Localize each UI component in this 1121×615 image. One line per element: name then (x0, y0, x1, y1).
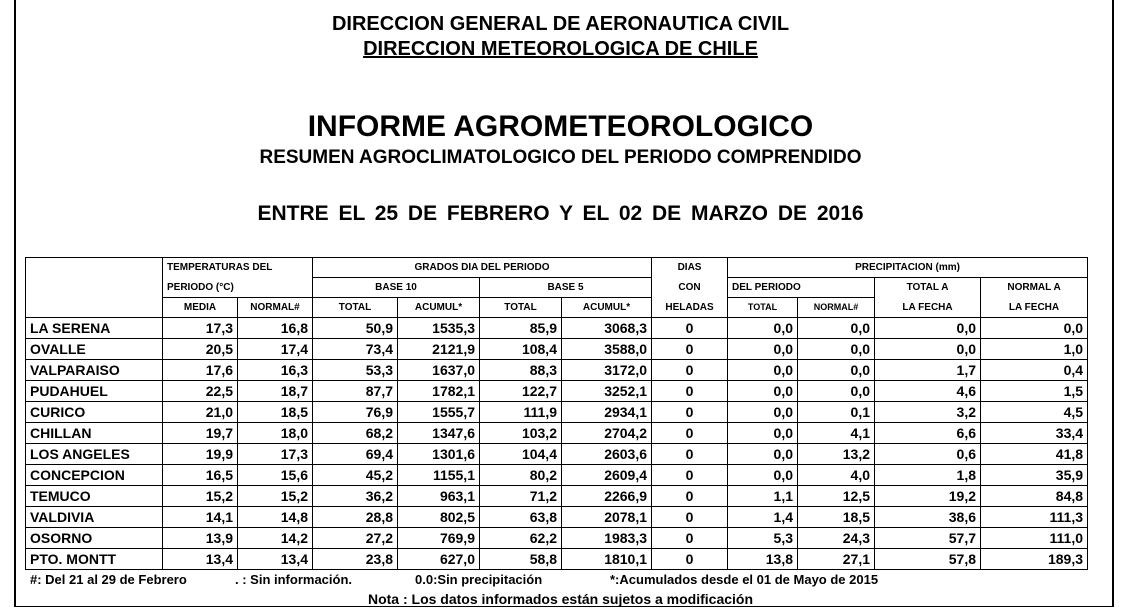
base5-total-cell: 104,4 (480, 444, 562, 465)
precip-normal-cell: 13,2 (798, 444, 875, 465)
normal-a-fecha-cell: 35,9 (981, 465, 1088, 486)
table-row (26, 423, 1088, 444)
table-row (26, 360, 1088, 381)
heladas-cell: 0 (652, 381, 728, 402)
header-row-1 (26, 258, 1088, 278)
precip-total-cell: 13,8 (728, 549, 798, 570)
precip-normal-cell: 4,1 (798, 423, 875, 444)
temp-media-cell: 20,5 (163, 339, 238, 360)
base10-total-cell: 76,9 (313, 402, 398, 423)
base10-total-cell: 69,4 (313, 444, 398, 465)
base10-acumul-cell: 802,5 (398, 507, 480, 528)
base5-acumul-cell: 2609,4 (562, 465, 652, 486)
total-a-fecha-cell: 0,6 (875, 444, 981, 465)
normal-a-header-2: LA FECHA (981, 298, 1088, 318)
total-a-header-1: TOTAL A (875, 278, 981, 298)
heladas-cell: 0 (652, 318, 728, 339)
temp-media-cell: 17,3 (163, 318, 238, 339)
station-cell: PUDAHUEL (26, 381, 163, 402)
base5-header: BASE 5 (480, 278, 652, 298)
total-a-fecha-cell: 1,7 (875, 360, 981, 381)
precip-normal-cell: 4,0 (798, 465, 875, 486)
total-a-fecha-cell: 0,0 (875, 318, 981, 339)
heladas-cell: 0 (652, 465, 728, 486)
base10-acumul-cell: 769,9 (398, 528, 480, 549)
temp-normal-cell: 14,2 (238, 528, 313, 549)
base5-total-cell: 103,2 (480, 423, 562, 444)
dias-header-1: DIAS (652, 258, 728, 278)
total-a-fecha-cell: 6,6 (875, 423, 981, 444)
heladas-cell: 0 (652, 549, 728, 570)
table-row (26, 318, 1088, 339)
dias-header-3: HELADAS (652, 298, 728, 318)
temp-normal-cell: 18,0 (238, 423, 313, 444)
base5-acumul-cell: 2266,9 (562, 486, 652, 507)
table-row (26, 444, 1088, 465)
base10-acumul-cell: 1555,7 (398, 402, 480, 423)
station-cell: VALDIVIA (26, 507, 163, 528)
temp-media-cell: 16,5 (163, 465, 238, 486)
precip-total-cell: 0,0 (728, 339, 798, 360)
temp-normal-cell: 16,3 (238, 360, 313, 381)
normal-a-fecha-cell: 0,4 (981, 360, 1088, 381)
base5-total-cell: 111,9 (480, 402, 562, 423)
precip-normal-cell: 24,3 (798, 528, 875, 549)
base5-acumul-cell: 3588,0 (562, 339, 652, 360)
precip-normal-cell: 0,1 (798, 402, 875, 423)
temp-normal-cell: 18,5 (238, 402, 313, 423)
normal-a-fecha-cell: 33,4 (981, 423, 1088, 444)
normal-a-fecha-cell: 189,3 (981, 549, 1088, 570)
base5-total-cell: 80,2 (480, 465, 562, 486)
base10-acumul-cell: 1535,3 (398, 318, 480, 339)
temp-normal-cell: 15,2 (238, 486, 313, 507)
base5-acumul-cell: 2603,6 (562, 444, 652, 465)
normal-a-fecha-cell: 111,0 (981, 528, 1088, 549)
heladas-cell: 0 (652, 402, 728, 423)
table-row (26, 486, 1088, 507)
heladas-cell: 0 (652, 486, 728, 507)
table-row (26, 507, 1088, 528)
precip-total-cell: 5,3 (728, 528, 798, 549)
base10-total-cell: 53,3 (313, 360, 398, 381)
total-a-fecha-cell: 38,6 (875, 507, 981, 528)
normal-a-fecha-cell: 4,5 (981, 402, 1088, 423)
temp-media-cell: 21,0 (163, 402, 238, 423)
table-row (26, 381, 1088, 402)
base5-total-cell: 122,7 (480, 381, 562, 402)
heladas-cell: 0 (652, 507, 728, 528)
base5-total-cell: 63,8 (480, 507, 562, 528)
temp-header-1: TEMPERATURAS DEL (163, 258, 313, 278)
base10-total-cell: 73,4 (313, 339, 398, 360)
base5-acumul-cell: 3252,1 (562, 381, 652, 402)
base5-acumul-cell: 2078,1 (562, 507, 652, 528)
total-a-fecha-cell: 1,8 (875, 465, 981, 486)
agro-table (25, 257, 1088, 570)
temp-normal-cell: 18,7 (238, 381, 313, 402)
base10-total-cell: 36,2 (313, 486, 398, 507)
base5-total-cell: 88,3 (480, 360, 562, 381)
base10-acumul-cell: 627,0 (398, 549, 480, 570)
base5-acumul-cell: 3068,3 (562, 318, 652, 339)
station-cell: OSORNO (26, 528, 163, 549)
header-row-2 (26, 278, 1088, 298)
heladas-cell: 0 (652, 339, 728, 360)
precip-normal-cell: 0,0 (798, 339, 875, 360)
table-row (26, 528, 1088, 549)
temp-media-cell: 13,9 (163, 528, 238, 549)
total-a-fecha-cell: 3,2 (875, 402, 981, 423)
base10-acumul-cell: 2121,9 (398, 339, 480, 360)
base10-acumul-cell: 1301,6 (398, 444, 480, 465)
base5-total-cell: 62,2 (480, 528, 562, 549)
dias-header-2: CON (652, 278, 728, 298)
temp-media-cell: 17,6 (163, 360, 238, 381)
base10-total-cell: 68,2 (313, 423, 398, 444)
grados-header: GRADOS DIA DEL PERIODO (313, 258, 652, 278)
base5-total-header: TOTAL (480, 298, 562, 318)
total-a-fecha-cell: 57,7 (875, 528, 981, 549)
total-a-fecha-cell: 19,2 (875, 486, 981, 507)
precip-total-cell: 0,0 (728, 360, 798, 381)
temp-media-cell: 19,7 (163, 423, 238, 444)
footnote-no-info: . : Sin información. (235, 572, 353, 587)
report-title: INFORME AGROMETEOROLOGICO (307, 110, 814, 143)
station-cell: PTO. MONTT (26, 549, 163, 570)
temp-normal-cell: 15,6 (238, 465, 313, 486)
base10-total-cell: 45,2 (313, 465, 398, 486)
normal-a-header-1: NORMAL A (981, 278, 1088, 298)
base5-acumul-cell: 3172,0 (562, 360, 652, 381)
normal-a-fecha-cell: 84,8 (981, 486, 1088, 507)
station-cell: CHILLAN (26, 423, 163, 444)
base10-acumul-cell: 1637,0 (398, 360, 480, 381)
temp-media-cell: 22,5 (163, 381, 238, 402)
precip-normal-cell: 18,5 (798, 507, 875, 528)
temp-media-cell: 15,2 (163, 486, 238, 507)
table-body (26, 318, 1088, 570)
base10-acumul-cell: 1155,1 (398, 465, 480, 486)
precip-total-cell: 0,0 (728, 423, 798, 444)
precip-total-cell: 1,1 (728, 486, 798, 507)
temp-normal-cell: 17,4 (238, 339, 313, 360)
base5-acumul-cell: 2704,2 (562, 423, 652, 444)
station-cell: VALPARAISO (26, 360, 163, 381)
table-row (26, 465, 1088, 486)
precip-normal-header: NORMAL# (798, 298, 875, 318)
base10-total-cell: 28,8 (313, 507, 398, 528)
total-a-header-2: LA FECHA (875, 298, 981, 318)
base10-acumul-cell: 963,1 (398, 486, 480, 507)
nota: Nota : Los datos informados están sujetos a modificación (367, 591, 754, 607)
footnote-accum: *:Acumulados desde el 01 de Mayo de 2015 (610, 572, 879, 587)
temp-normal-cell: 13,4 (238, 549, 313, 570)
base10-header: BASE 10 (313, 278, 480, 298)
precip-total-cell: 0,0 (728, 465, 798, 486)
table-row (26, 339, 1088, 360)
base10-acumul-cell: 1782,1 (398, 381, 480, 402)
org-name-2: DIRECCION METEOROLOGICA DE CHILE (363, 38, 758, 60)
base10-total-cell: 87,7 (313, 381, 398, 402)
station-header (26, 258, 163, 318)
media-header: MEDIA (163, 298, 238, 318)
precip-total-cell: 0,0 (728, 402, 798, 423)
temp-normal-cell: 17,3 (238, 444, 313, 465)
temp-header-2: PERIODO (°C) (163, 278, 313, 298)
precip-normal-cell: 0,0 (798, 360, 875, 381)
base5-total-cell: 71,2 (480, 486, 562, 507)
temp-media-cell: 19,9 (163, 444, 238, 465)
del-periodo-header: DEL PERIODO (728, 278, 875, 298)
total-a-fecha-cell: 57,8 (875, 549, 981, 570)
precip-total-header: TOTAL (728, 298, 798, 318)
precip-header: PRECIPITACION (mm) (728, 258, 1088, 278)
total-a-fecha-cell: 0,0 (875, 339, 981, 360)
precip-normal-cell: 27,1 (798, 549, 875, 570)
normal-a-fecha-cell: 0,0 (981, 318, 1088, 339)
precip-normal-cell: 0,0 (798, 318, 875, 339)
heladas-cell: 0 (652, 423, 728, 444)
table-row (26, 402, 1088, 423)
station-cell: CURICO (26, 402, 163, 423)
footnote-no-precip: 0.0:Sin precipitación (415, 572, 543, 587)
base10-total-cell: 23,8 (313, 549, 398, 570)
org-name-1: DIRECCION GENERAL DE AERONAUTICA CIVIL (331, 13, 790, 35)
temp-normal-cell: 14,8 (238, 507, 313, 528)
normal-temp-header: NORMAL# (238, 298, 313, 318)
heladas-cell: 0 (652, 444, 728, 465)
base5-total-cell: 108,4 (480, 339, 562, 360)
normal-a-fecha-cell: 1,5 (981, 381, 1088, 402)
base10-total-cell: 50,9 (313, 318, 398, 339)
base5-acumul-cell: 1983,3 (562, 528, 652, 549)
base5-acumul-cell: 2934,1 (562, 402, 652, 423)
base5-total-cell: 58,8 (480, 549, 562, 570)
precip-normal-cell: 12,5 (798, 486, 875, 507)
normal-a-fecha-cell: 1,0 (981, 339, 1088, 360)
table-row (26, 549, 1088, 570)
station-cell: LA SERENA (26, 318, 163, 339)
station-cell: OVALLE (26, 339, 163, 360)
temp-normal-cell: 16,8 (238, 318, 313, 339)
station-cell: LOS ANGELES (26, 444, 163, 465)
station-cell: TEMUCO (26, 486, 163, 507)
base10-total-header: TOTAL (313, 298, 398, 318)
footnote-period: #: Del 21 al 29 de Febrero (30, 572, 187, 587)
normal-a-fecha-cell: 111,3 (981, 507, 1088, 528)
temp-media-cell: 13,4 (163, 549, 238, 570)
heladas-cell: 0 (652, 528, 728, 549)
precip-total-cell: 1,4 (728, 507, 798, 528)
base5-acumul-cell: 1810,1 (562, 549, 652, 570)
heladas-cell: 0 (652, 360, 728, 381)
temp-media-cell: 14,1 (163, 507, 238, 528)
total-a-fecha-cell: 4,6 (875, 381, 981, 402)
station-cell: CONCEPCION (26, 465, 163, 486)
report-subtitle: RESUMEN AGROCLIMATOLOGICO DEL PERIODO COMPRENDIDO (259, 147, 862, 168)
report-period: ENTRE EL 25 DE FEBRERO Y EL 02 DE MARZO DE 2016 (257, 202, 864, 225)
precip-total-cell: 0,0 (728, 444, 798, 465)
precip-total-cell: 0,0 (728, 318, 798, 339)
base10-acumul-cell: 1347,6 (398, 423, 480, 444)
base10-total-cell: 27,2 (313, 528, 398, 549)
base5-total-cell: 85,9 (480, 318, 562, 339)
header-row-3 (26, 298, 1088, 318)
base10-acumul-header: ACUMUL* (398, 298, 480, 318)
base5-acumul-header: ACUMUL* (562, 298, 652, 318)
precip-total-cell: 0,0 (728, 381, 798, 402)
normal-a-fecha-cell: 41,8 (981, 444, 1088, 465)
precip-normal-cell: 0,0 (798, 381, 875, 402)
